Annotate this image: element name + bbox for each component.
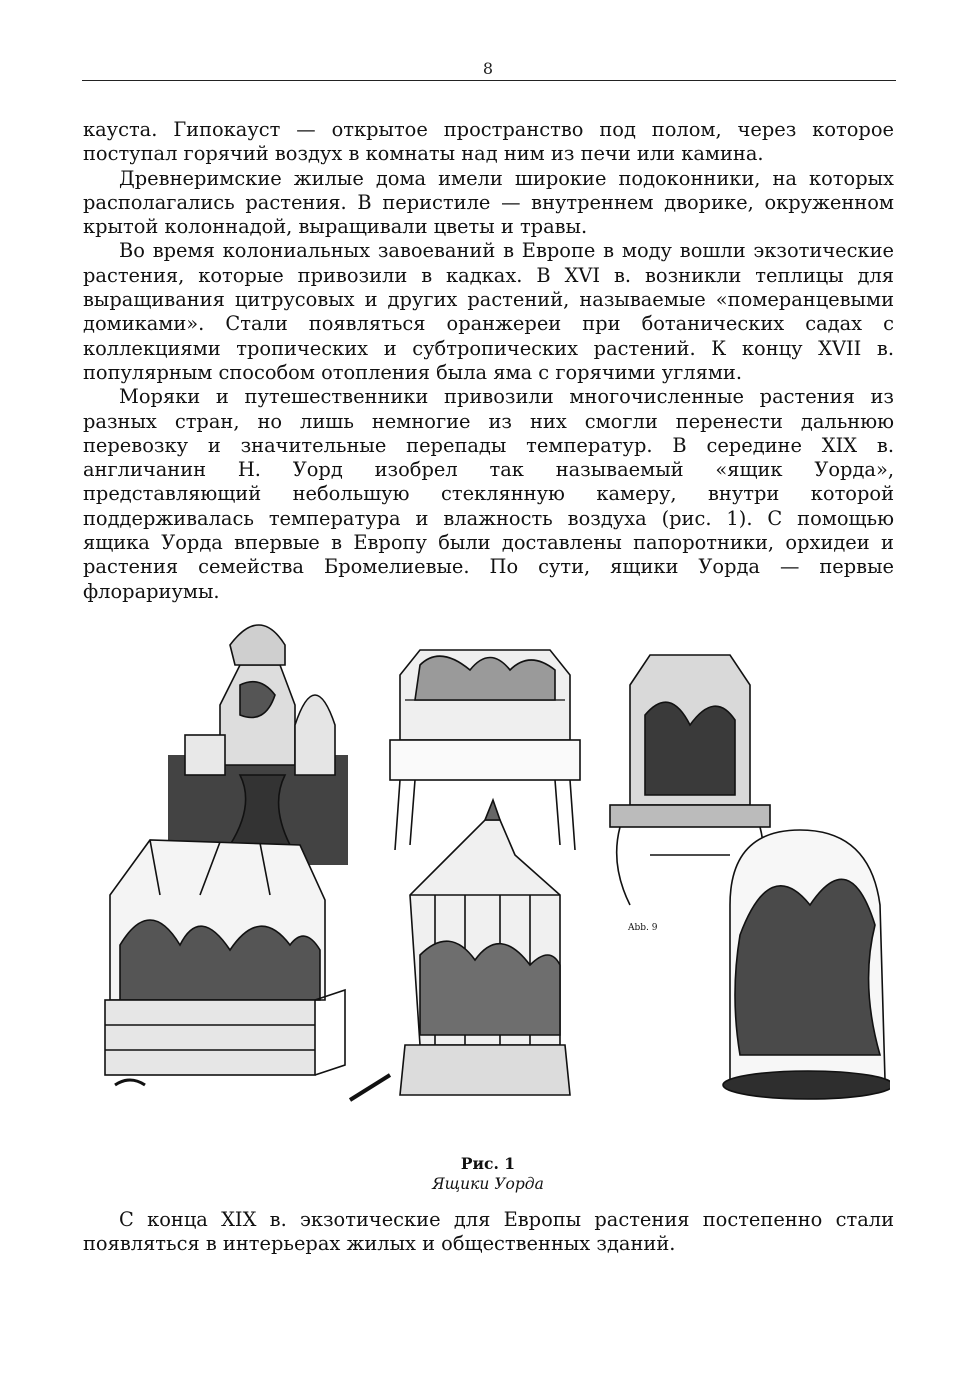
paragraph: С конца XIX в. экзотические для Европы растения постепенно стали появляться в интерьерах жилых и общественных зданий. [83, 1208, 894, 1256]
body-text-bottom [83, 1208, 894, 1257]
figure-caption [0, 1154, 976, 1194]
wardian-cases-illustration [90, 605, 890, 1145]
octagonal-case-drawing [350, 800, 570, 1100]
paragraph: Древнеримские жилые дома имели широкие подоконники, на которых располагались растения. В перистиле — внутреннем дворике, окруженном крытой колоннадой, выращивали цветы и травы. [83, 166, 894, 239]
paragraph: кауста. Гипокауст — открытое пространство под полом, через которое поступал горячий воздух в комнаты над ним из печи или камина. [83, 118, 894, 166]
paragraph: Во время колониальных завоеваний в Европе в моду вошли экзотические растения, которые привозили в кадках. В XVI в. возникли теплицы для выращивания цитрусовых и других растений, называемые «померанцевыми домиками». Стали появляться оранжереи при ботанических садах с коллекциями тропических и субтропических растений. К концу XVII в. популярным способом отопления была яма с горячими углями. [83, 239, 894, 384]
ornate-dome-case-drawing [168, 625, 348, 865]
paragraph: Моряки и путешественники привозили многочисленные растения из разных стран, но лишь немногие из них смогли перенести дальнюю перевозку и значительные перепады температур. В середине XIX в. англичанин Н. Уорд изобрел так называемый «ящик Уорда», представляющий небольшую стеклянную камеру, внутри которой поддерживалась температура и влажность воздуха (рис. 1). С помощью ящика Уорда впервые в Европу были доставлены папоротники, орхидеи и растения семейства Бромелиевые. По сути, ящики Уорда — первые флорариумы. [83, 385, 894, 603]
caption-title: Ящики Уорда [432, 1175, 544, 1193]
greenhouse-case-drawing [105, 840, 345, 1085]
header-rule [82, 80, 896, 81]
caption-number: Рис. 1 [460, 1154, 516, 1173]
page-number: 8 [482, 59, 494, 78]
body-text-top [83, 118, 894, 604]
bell-jar-drawing [723, 830, 890, 1099]
plate-label: Abb. 9 [628, 923, 658, 933]
